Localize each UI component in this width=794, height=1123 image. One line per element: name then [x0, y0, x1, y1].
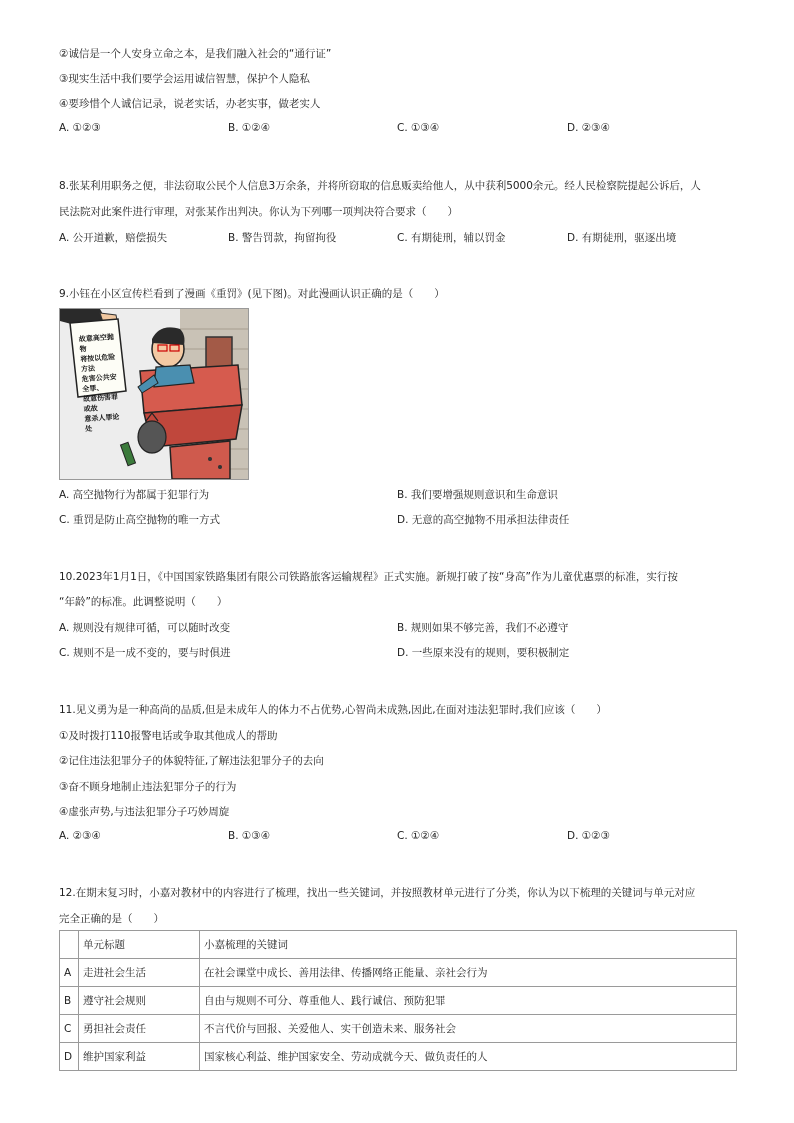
table-cell: D: [60, 1043, 79, 1071]
table-row: [60, 987, 737, 1015]
q11-statement-1: ①及时拨打110报警电话或争取其他成人的帮助: [59, 730, 278, 742]
q10-stem-line1: 10.2023年1月1日，《中国国家铁路集团有限公司铁路旅客运输规程》正式实施。新规打破了按“身高”作为儿童优惠票的标准，实行按: [59, 571, 678, 583]
table-cell: C: [60, 1015, 79, 1043]
q9-option-d[interactable]: D. 无意的高空抛物不用承担法律责任: [397, 514, 570, 526]
table-row: [60, 1015, 737, 1043]
q11-statement-3: ③奋不顾身地制止违法犯罪分子的行为: [59, 781, 237, 793]
q11-option-a[interactable]: A. ②③④: [59, 830, 101, 842]
q10-option-d[interactable]: D. 一些原来没有的规则，要积极制定: [397, 647, 570, 659]
q7-option-b[interactable]: B. ①②④: [228, 122, 271, 134]
table-cell: B: [60, 987, 79, 1015]
q7-option-d[interactable]: D. ②③④: [567, 122, 610, 134]
q10-stem-line2: “年龄”的标准。此调整说明（ ）: [59, 596, 228, 608]
table-cell: 自由与规则不可分、尊重他人、践行诚信、预防犯罪: [200, 987, 737, 1015]
comic-notice: [79, 332, 126, 435]
comic-illustration: [59, 308, 249, 480]
q9-option-b[interactable]: B. 我们要增强规则意识和生命意识: [397, 489, 558, 501]
q11-option-d[interactable]: D. ①②③: [567, 830, 610, 842]
q7-option-c[interactable]: C. ①③④: [397, 122, 440, 134]
q9-option-c[interactable]: C. 重罚是防止高空抛物的唯一方式: [59, 514, 221, 526]
q11-option-c[interactable]: C. ①②④: [397, 830, 440, 842]
table-cell: 不言代价与回报、关爱他人、实干创造未来、服务社会: [200, 1015, 737, 1043]
q8-option-b[interactable]: B. 警告罚款，拘留拘役: [228, 232, 337, 244]
comic-notice-line: 意杀人罪论处: [84, 412, 120, 434]
q8-stem-line1: 8.张某利用职务之便，非法窃取公民个人信息3万余条，并将所窃取的信息贩卖给他人，从中获利5000余元。经人民检察院提起公诉后，人: [59, 180, 701, 192]
q8-option-a[interactable]: A. 公开道歉，赔偿损失: [59, 232, 168, 244]
table-cell: 维护国家利益: [79, 1043, 200, 1071]
table-header-row: [60, 931, 737, 959]
q12-stem-line1: 12.在期末复习时，小嘉对教材中的内容进行了梳理，找出一些关键词，并按照教材单元进行了分类，你认为以下梳理的关键词与单元对应: [59, 887, 696, 899]
q12-stem-line2: 完全正确的是（ ）: [59, 913, 164, 925]
q11-stem: 11.见义勇为是一种高尚的品质,但是未成年人的体力不占优势,心智尚未成熟,因此,在面对违法犯罪时,我们应该（ ）: [59, 704, 607, 716]
table-row: [60, 1043, 737, 1071]
q10-option-c[interactable]: C. 规则不是一成不变的，要与时俱进: [59, 647, 231, 659]
comic-notice-line: 故意高空抛物: [78, 333, 115, 354]
table-cell: A: [60, 959, 79, 987]
table-cell: 遵守社会规则: [79, 987, 200, 1015]
table-cell: 走进社会生活: [79, 959, 200, 987]
q8-option-c[interactable]: C. 有期徒刑，辅以罚金: [397, 232, 506, 244]
q7-option-a[interactable]: A. ①②③: [59, 122, 101, 134]
keyword-table: [59, 930, 737, 1071]
comic-notice-line: 将按以危险方法: [80, 353, 116, 374]
table-cell: 勇担社会责任: [79, 1015, 200, 1043]
q9-stem: 9.小钰在小区宣传栏看到了漫画《重罚》(见下图)。对此漫画认识正确的是（ ）: [59, 288, 445, 300]
q8-option-d[interactable]: D. 有期徒刑，驱逐出境: [567, 232, 677, 244]
table-row: [60, 959, 737, 987]
q9-option-a[interactable]: A. 高空抛物行为都属于犯罪行为: [59, 489, 210, 501]
statement-3: ③现实生活中我们要学会运用诚信智慧，保护个人隐私: [59, 73, 310, 85]
table-header-cell: [60, 931, 79, 959]
q8-stem-line2: 民法院对此案件进行审理，对张某作出判决。你认为下列哪一项判决符合要求（ ）: [59, 206, 458, 218]
q11-statement-2: ②记住违法犯罪分子的体貌特征,了解违法犯罪分子的去向: [59, 755, 324, 767]
q10-option-a[interactable]: A. 规则没有规律可循，可以随时改变: [59, 622, 231, 634]
statement-2: ②诚信是一个人安身立命之本，是我们融入社会的“通行证”: [59, 48, 332, 60]
table-header-cell: 单元标题: [79, 931, 200, 959]
comic-notice-line: 危害公共安全罪、: [81, 372, 117, 394]
table-cell: 在社会课堂中成长、善用法律、传播网络正能量、亲社会行为: [200, 959, 737, 987]
q11-option-b[interactable]: B. ①③④: [228, 830, 271, 842]
table-cell: 国家核心利益、维护国家安全、劳动成就今天、做负责任的人: [200, 1043, 737, 1071]
q11-statement-4: ④虚张声势,与违法犯罪分子巧妙周旋: [59, 806, 230, 818]
q10-option-b[interactable]: B. 规则如果不够完善，我们不必遵守: [397, 622, 569, 634]
table-header-cell: 小嘉梳理的关键词: [200, 931, 737, 959]
comic-notice-line: 故意伤害罪或故: [82, 392, 119, 414]
statement-4: ④要珍惜个人诚信记录，说老实话，办老实事，做老实人: [59, 98, 321, 110]
